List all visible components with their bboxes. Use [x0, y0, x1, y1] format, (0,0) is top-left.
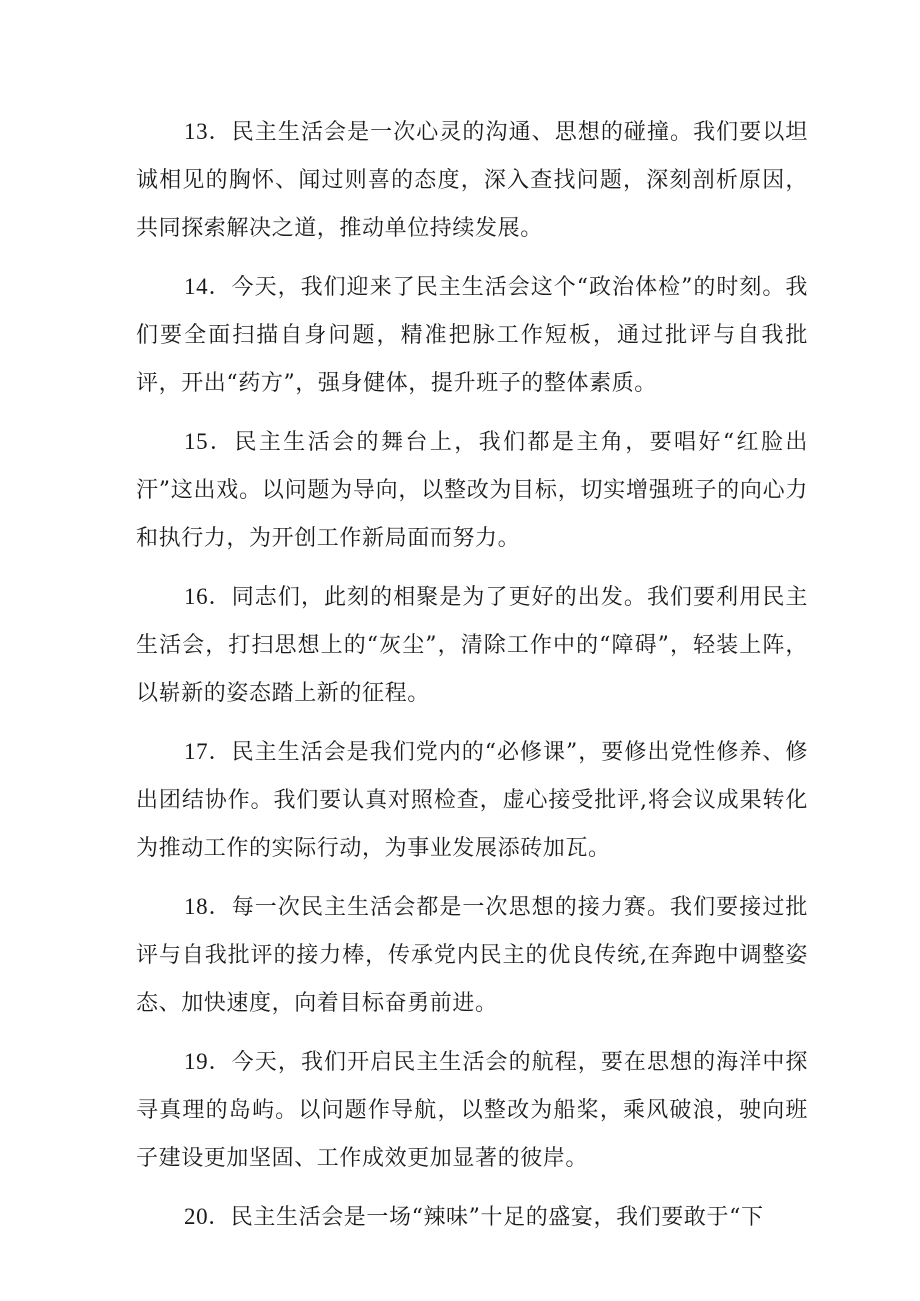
paragraph-13	[136, 108, 808, 253]
paragraph-text: ．每一次民主生活会都是一次思想的接力赛。我们要接过批评与自我批评的接力棒，传承党内民主的优良传统,在奔跑中调整姿态、加快速度，向着目标奋勇前进。	[136, 895, 808, 1016]
paragraph-19	[136, 1038, 808, 1183]
paragraph-number: 15	[184, 429, 209, 454]
paragraph-text: ．民主生活会是一场“辣味”十足的盛宴，我们要敢于“下	[208, 1205, 764, 1230]
paragraph-text: ．民主生活会是我们党内的“必修课”，要修出党性修养、修出团结协作。我们要认真对照检查，虚心接受批评,将会议成果转化为推动工作的实际行动，为事业发展添砖加瓦。	[136, 740, 808, 861]
paragraph-number: 20	[184, 1204, 209, 1229]
paragraph-17	[136, 728, 808, 873]
paragraph-text: ．今天，我们开启民主生活会的航程，要在思想的海洋中探寻真理的岛屿。以问题作导航，以整改为船桨，乘风破浪，驶向班子建设更加坚固、工作成效更加显著的彼岸。	[136, 1050, 808, 1171]
paragraph-16	[136, 573, 808, 718]
paragraph-14	[136, 263, 808, 408]
paragraph-text: ．民主生活会的舞台上，我们都是主角，要唱好“红脸出汗”这出戏。以问题为导向，以整改为目标，切实增强班子的向心力和执行力，为开创工作新局面而努力。	[136, 430, 808, 551]
document-body	[136, 108, 808, 1242]
paragraph-number: 17	[184, 739, 209, 764]
paragraph-15	[136, 418, 808, 563]
paragraph-number: 13	[184, 119, 209, 144]
paragraph-18	[136, 883, 808, 1028]
paragraph-number: 18	[184, 894, 209, 919]
paragraph-number: 19	[184, 1049, 209, 1074]
paragraph-number: 16	[184, 584, 209, 609]
paragraph-text: ．今天，我们迎来了民主生活会这个“政治体检”的时刻。我们要全面扫描自身问题，精准把脉工作短板，通过批评与自我批评，开出“药方”，强身健体，提升班子的整体素质。	[136, 275, 808, 396]
paragraph-20	[136, 1193, 808, 1242]
paragraph-number: 14	[184, 274, 209, 299]
paragraph-text: ．同志们，此刻的相聚是为了更好的出发。我们要利用民主生活会，打扫思想上的“灰尘”，清除工作中的“障碍”，轻装上阵，以崭新的姿态踏上新的征程。	[136, 585, 808, 706]
paragraph-text: ．民主生活会是一次心灵的沟通、思想的碰撞。我们要以坦诚相见的胸怀、闻过则喜的态度，深入查找问题，深刻剖析原因，共同探索解决之道，推动单位持续发展。	[136, 120, 808, 241]
